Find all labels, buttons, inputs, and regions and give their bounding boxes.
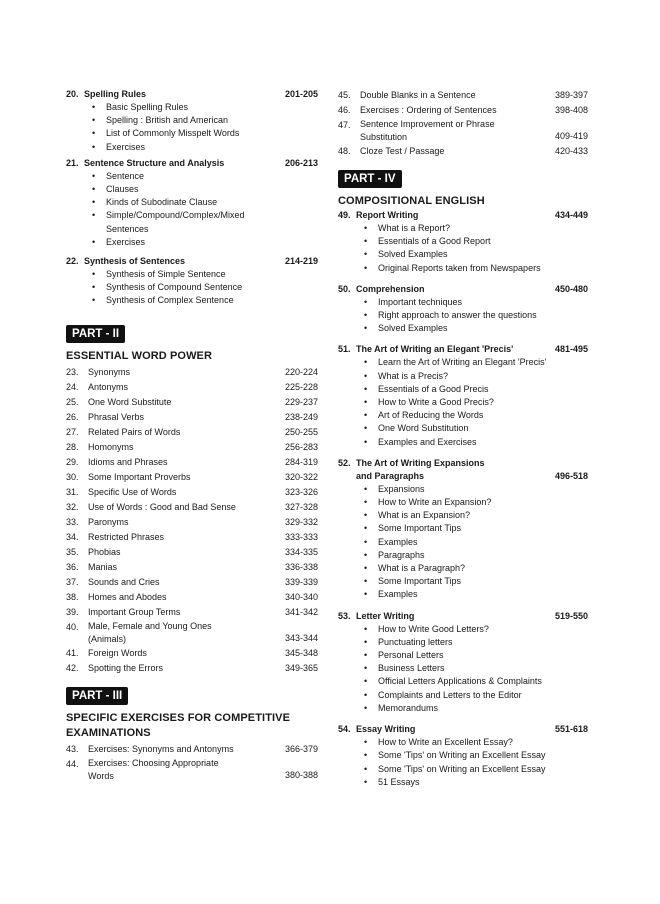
chapter-54-heading: 54. Essay Writing 551-618 bbox=[338, 724, 588, 735]
toc-entry: 38. Homes and Abodes 340-340 bbox=[66, 591, 318, 602]
toc-entry: 28. Homonyms 256-283 bbox=[66, 441, 318, 452]
topic-item: • Sentence bbox=[66, 170, 318, 183]
chapter-54-topics bbox=[338, 736, 588, 789]
toc-entry: 42. Spotting the Errors 349-365 bbox=[66, 662, 318, 673]
topic-item: • Official Letters Applications & Complaints bbox=[338, 675, 588, 688]
toc-entry: 46. Exercises : Ordering of Sentences 398-408 bbox=[338, 105, 588, 115]
topic-item: • What is an Expansion? bbox=[338, 509, 588, 522]
part-badge: PART - II bbox=[66, 325, 125, 343]
topic-item: • Simple/Compound/Complex/Mixed Sentences bbox=[66, 209, 318, 235]
toc-entry: 37. Sounds and Cries 339-339 bbox=[66, 576, 318, 587]
chapter-22-heading bbox=[66, 255, 318, 268]
topic-item: • What is a Precis? bbox=[338, 370, 588, 383]
topic-item: • Examples and Exercises bbox=[338, 436, 588, 449]
topic-item: • Right approach to answer the questions bbox=[338, 309, 588, 322]
toc-entry: 30. Some Important Proverbs 320-322 bbox=[66, 471, 318, 482]
chapter-50-topics bbox=[338, 296, 588, 336]
topic-item: • How to Write an Expansion? bbox=[338, 496, 588, 509]
chapter-pages: 214-219 bbox=[284, 256, 318, 267]
topic-item: • Important techniques bbox=[338, 296, 588, 309]
chapter-21-heading bbox=[66, 157, 318, 170]
part-3-section bbox=[66, 686, 318, 741]
topic-item: • 51 Essays bbox=[338, 776, 588, 789]
right-column bbox=[338, 88, 588, 789]
toc-entry: 48. Cloze Test / Passage 420-433 bbox=[338, 146, 588, 156]
chapter-title: Synthesis of Sentences bbox=[84, 256, 186, 267]
part-3-entries bbox=[66, 742, 318, 783]
toc-entry: 23. Synonyms 220-224 bbox=[66, 366, 318, 377]
topic-item: • Examples bbox=[338, 588, 588, 601]
toc-entry: 31. Specific Use of Words 323-326 bbox=[66, 486, 318, 497]
topic-item: • Some 'Tips' on Writing an Excellent Essay bbox=[338, 763, 588, 776]
topic-item: • Business Letters bbox=[338, 662, 588, 675]
toc-entry: 45. Double Blanks in a Sentence 389-397 bbox=[338, 90, 588, 100]
toc-entry: 36. Manias 336-338 bbox=[66, 561, 318, 572]
topic-item: • Solved Examples bbox=[338, 322, 588, 335]
chapter-49-heading: 49. Report Writing 434-449 bbox=[338, 210, 588, 220]
chapter-53-heading: 53. Letter Writing 519-550 bbox=[338, 610, 588, 621]
chapter-21-topics bbox=[66, 170, 318, 249]
part-heading: COMPOSITIONAL ENGLISH bbox=[338, 195, 485, 207]
toc-entry: 25. One Word Substitute 229-237 bbox=[66, 396, 318, 407]
part-2-entries bbox=[66, 365, 318, 676]
topic-item: • How to Write an Excellent Essay? bbox=[338, 736, 588, 749]
toc-entry: 34. Restricted Phrases 333-333 bbox=[66, 531, 318, 542]
topic-item: • How to Write Good Letters? bbox=[338, 623, 588, 636]
chapter-title: Spelling Rules bbox=[84, 89, 147, 99]
topic-item: • Some 'Tips' on Writing an Excellent Essay bbox=[338, 749, 588, 762]
chapter-52-topics bbox=[338, 483, 588, 602]
chapter-51-heading: 51. The Art of Writing an Elegant 'Precis' 481-495 bbox=[338, 344, 588, 355]
topic-item: • Expansions bbox=[338, 483, 588, 496]
topic-item: • One Word Substitution bbox=[338, 422, 588, 435]
chapter-52-heading: 52. The Art of Writing Expansions and Paragraphs 496-518 bbox=[338, 457, 588, 481]
chapter-22-topics bbox=[66, 268, 318, 308]
topic-item: • Some Important Tips bbox=[338, 575, 588, 588]
part-badge: PART - IV bbox=[338, 170, 402, 188]
chapter-number: 21. bbox=[66, 157, 79, 168]
topic-item: • Art of Reducing the Words bbox=[338, 409, 588, 422]
topic-item: • Paragraphs bbox=[338, 549, 588, 562]
topic-item: • Basic Spelling Rules bbox=[66, 101, 318, 114]
topic-item: • Synthesis of Simple Sentence bbox=[66, 268, 318, 281]
toc-entry: 33. Paronyms 329-332 bbox=[66, 516, 318, 527]
topic-item: • What is a Report? bbox=[338, 222, 588, 235]
topic-item: • Essentials of a Good Precis bbox=[338, 383, 588, 396]
toc-entry: 35. Phobias 334-335 bbox=[66, 546, 318, 557]
toc-entry: 32. Use of Words : Good and Bad Sense 327-328 bbox=[66, 501, 318, 512]
topic-item: • Exercises bbox=[66, 141, 318, 154]
topic-item: • Solved Examples bbox=[338, 248, 588, 261]
part-heading: SPECIFIC EXERCISES FOR COMPETITIVE EXAMINATIONS bbox=[66, 711, 291, 739]
chapter-pages: 201-205 bbox=[284, 89, 318, 99]
topic-item: • Learn the Art of Writing an Elegant 'Precis' bbox=[338, 356, 588, 369]
topic-item: • Memorandums bbox=[338, 702, 588, 715]
topic-item: • Original Reports taken from Newspapers bbox=[338, 262, 588, 275]
chapter-49-topics bbox=[338, 222, 588, 275]
chapter-number: 20. bbox=[66, 89, 79, 99]
toc-entry: 24. Antonyms 225-228 bbox=[66, 381, 318, 392]
topic-item: • Spelling : British and American bbox=[66, 114, 318, 127]
toc-entry: 44. Exercises: Choosing Appropriate Words 380-388 bbox=[66, 757, 318, 781]
toc-entry: 40. Male, Female and Young Ones (Animals) 343-344 bbox=[66, 620, 318, 644]
topic-item: • Exercises bbox=[66, 236, 318, 249]
toc-entry: 43. Exercises: Synonyms and Antonyms 366-379 bbox=[66, 743, 318, 754]
toc-entry: 27. Related Pairs of Words 250-255 bbox=[66, 426, 318, 437]
topic-item: • Synthesis of Complex Sentence bbox=[66, 294, 318, 307]
part-heading: ESSENTIAL WORD POWER bbox=[66, 349, 213, 362]
topic-item: • Punctuating letters bbox=[338, 636, 588, 649]
chapter-number: 22. bbox=[66, 256, 79, 267]
toc-entry: 41. Foreign Words 345-348 bbox=[66, 647, 318, 658]
topic-item: • Kinds of Subodinate Clause bbox=[66, 196, 318, 209]
chapter-20-heading bbox=[66, 88, 318, 101]
chapter-20-topics bbox=[66, 101, 318, 154]
topic-item: • Complaints and Letters to the Editor bbox=[338, 689, 588, 702]
chapter-50-heading: 50. Comprehension 450-480 bbox=[338, 283, 588, 294]
toc-entry: 39. Important Group Terms 341-342 bbox=[66, 606, 318, 617]
topic-item: • Synthesis of Compound Sentence bbox=[66, 281, 318, 294]
topic-item: • Essentials of a Good Report bbox=[338, 235, 588, 248]
chapter-53-topics bbox=[338, 623, 588, 715]
part-4-section bbox=[338, 169, 588, 209]
topic-item: • Some Important Tips bbox=[338, 522, 588, 535]
topic-item: • List of Commonly Misspelt Words bbox=[66, 127, 318, 140]
topic-item: • Clauses bbox=[66, 183, 318, 196]
part-2-section bbox=[66, 324, 318, 364]
toc-entry: 47. Sentence Improvement or Phrase Substitution 409-419 bbox=[338, 119, 588, 142]
chapter-title: Sentence Structure and Analysis bbox=[84, 157, 225, 168]
topic-item: • How to Write a Good Precis? bbox=[338, 396, 588, 409]
part-badge: PART - III bbox=[66, 687, 128, 705]
chapter-pages: 206-213 bbox=[284, 157, 318, 168]
topic-item: • Examples bbox=[338, 536, 588, 549]
topic-item: • What is a Paragraph? bbox=[338, 562, 588, 575]
left-column bbox=[66, 88, 318, 783]
topic-item: • Personal Letters bbox=[338, 649, 588, 662]
toc-entry: 26. Phrasal Verbs 238-249 bbox=[66, 411, 318, 422]
toc-entry: 29. Idioms and Phrases 284-319 bbox=[66, 456, 318, 467]
chapter-51-topics bbox=[338, 356, 588, 448]
